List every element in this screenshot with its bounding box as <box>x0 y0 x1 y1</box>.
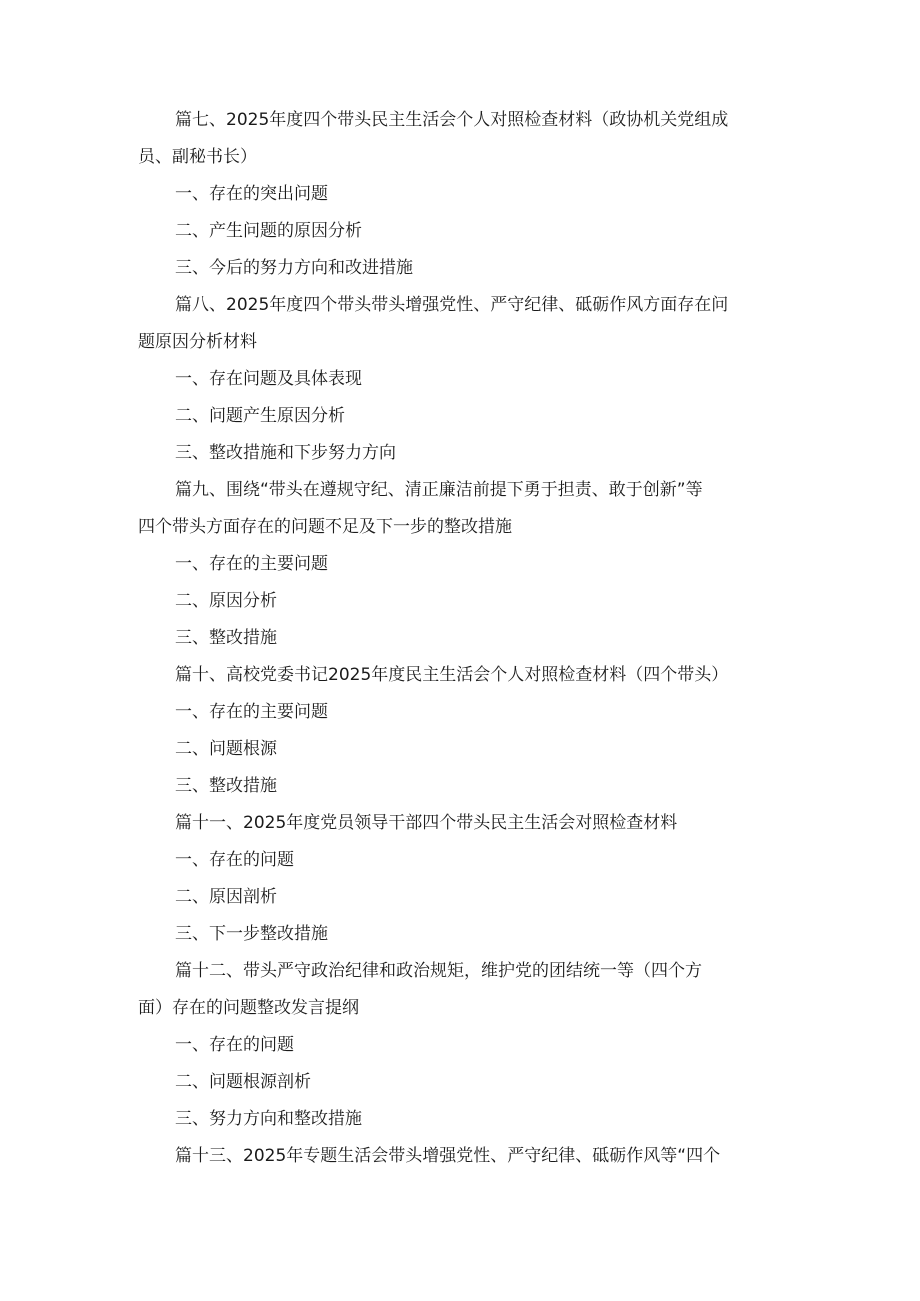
toc-heading-11: 篇十一、2025年度党员领导干部四个带头民主生活会对照检查材料 <box>175 813 678 833</box>
toc-item: 一、存在的突出问题 <box>175 184 328 204</box>
toc-item: 三、整改措施和下步努力方向 <box>175 443 396 463</box>
toc-item: 三、整改措施 <box>175 776 277 796</box>
toc-item: 三、今后的努力方向和改进措施 <box>175 258 413 278</box>
toc-item: 二、原因剖析 <box>175 887 277 907</box>
toc-item: 二、原因分析 <box>175 591 277 611</box>
table-of-contents <box>138 102 778 1175</box>
toc-heading-12-continuation: 面）存在的问题整改发言提纲 <box>138 998 359 1018</box>
toc-item: 三、努力方向和整改措施 <box>175 1109 362 1129</box>
toc-item: 一、存在问题及具体表现 <box>175 369 362 389</box>
toc-item: 一、存在的主要问题 <box>175 702 328 722</box>
toc-item: 三、下一步整改措施 <box>175 924 328 944</box>
toc-heading-7: 篇七、2025年度四个带头民主生活会个人对照检查材料（政协机关党组成 <box>175 110 729 130</box>
toc-heading-9: 篇九、围绕“带头在遵规守纪、清正廉洁前提下勇于担责、敢于创新”等 <box>175 480 703 500</box>
toc-heading-13: 篇十三、2025年专题生活会带头增强党性、严守纪律、砥砺作风等“四个 <box>175 1146 721 1166</box>
toc-item: 一、存在的主要问题 <box>175 554 328 574</box>
toc-heading-8-continuation: 题原因分析材料 <box>138 332 257 352</box>
toc-heading-7-continuation: 员、副秘书长） <box>138 147 257 167</box>
toc-item: 二、问题根源剖析 <box>175 1072 311 1092</box>
toc-heading-8: 篇八、2025年度四个带头带头增强党性、严守纪律、砥砺作风方面存在问 <box>175 295 729 315</box>
toc-item: 一、存在的问题 <box>175 1035 294 1055</box>
toc-heading-12: 篇十二、带头严守政治纪律和政治规矩，维护党的团结统一等（四个方 <box>175 961 702 981</box>
toc-item: 二、产生问题的原因分析 <box>175 221 362 241</box>
toc-item: 三、整改措施 <box>175 628 277 648</box>
toc-item: 一、存在的问题 <box>175 850 294 870</box>
toc-heading-10: 篇十、高校党委书记2025年度民主生活会个人对照检查材料（四个带头） <box>175 665 729 685</box>
toc-item: 二、问题产生原因分析 <box>175 406 345 426</box>
toc-heading-9-continuation: 四个带头方面存在的问题不足及下一步的整改措施 <box>138 517 512 537</box>
toc-item: 二、问题根源 <box>175 739 277 759</box>
